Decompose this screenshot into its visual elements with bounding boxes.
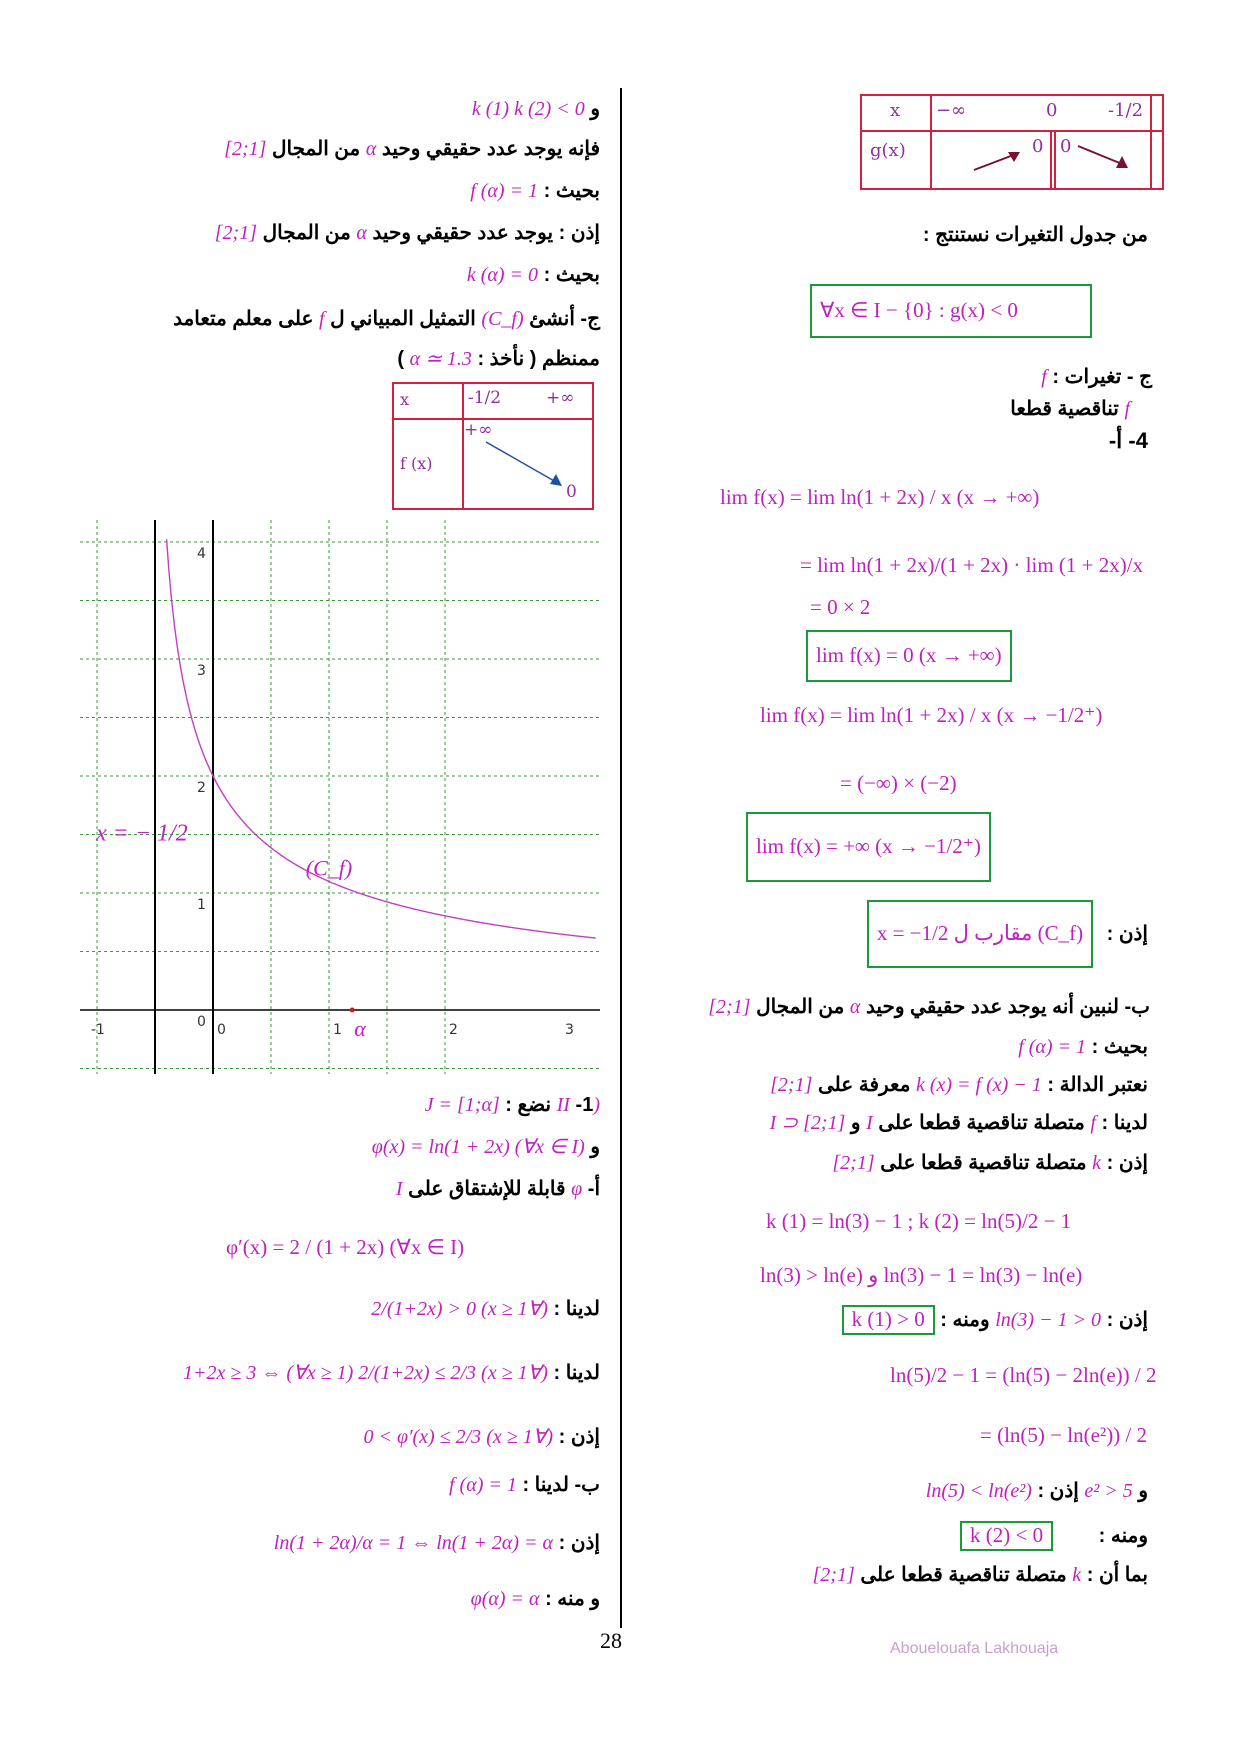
k2-line2: = (ln(5) − ln(e²)) / 2 — [980, 1423, 1148, 1447]
II-label: (II — [556, 1094, 600, 1116]
since-text: متصلة تناقصية قطعا على — [860, 1564, 1067, 1586]
b-interval-word: من المجال — [756, 996, 845, 1018]
table-value-minus-inf: −∞ — [936, 100, 967, 121]
asymptote-line — [867, 900, 1148, 968]
f-variation-table — [392, 382, 594, 510]
left-c-line1 — [173, 306, 600, 332]
q4-label: 4- أ- — [1108, 428, 1148, 453]
k1-and: ومنه : — [940, 1309, 990, 1331]
k2-line1: ln(5)/2 − 1 = (ln(5) − 2ln(e)) / 2 — [890, 1363, 1157, 1387]
x-tick-label: 3 — [565, 1022, 574, 1038]
res: φ(α) = α — [470, 1588, 540, 1610]
table-x-label: x — [890, 100, 901, 121]
then-line — [832, 1150, 1148, 1176]
k-def-int: [1;2] — [770, 1074, 813, 1096]
b-interval: [1;2] — [708, 996, 751, 1018]
since-line — [813, 1562, 1149, 1588]
limit1-line3: = 0 × 2 — [810, 595, 871, 619]
have-word: لدينا : — [1101, 1112, 1148, 1134]
ftable-x-label: x — [400, 390, 410, 409]
left-c-title: ج- أنشئ — [529, 308, 600, 330]
ftable-plus-inf: +∞ — [546, 388, 575, 408]
c-var: f — [1041, 366, 1047, 388]
II-line — [425, 1092, 600, 1118]
x-tick-label: 2 — [449, 1022, 458, 1038]
asymptote-label: x = − 1/2 — [96, 820, 188, 847]
left-l4-int: [1;2] — [214, 222, 257, 244]
column-divider — [620, 88, 622, 1628]
x-tick-label: 1 — [333, 1022, 342, 1038]
left-c-text: التمثيل المبياني ل — [330, 308, 476, 330]
left-line5 — [467, 262, 600, 288]
result-line — [471, 1586, 600, 1612]
left-l1: k (1) k (2) < 0 — [471, 98, 585, 120]
k-def-line — [770, 1072, 1148, 1098]
arrow-down-icon — [484, 440, 564, 490]
x-tick-label: 0 — [217, 1022, 226, 1038]
c-title-line — [1041, 364, 1152, 390]
have1: (∀x ≥ 1) 2/(1+2x) > 0 — [371, 1298, 548, 1320]
page-number: 28 — [600, 1628, 622, 1653]
asymptote-formula: (C_f) مقارب ل x = −1/2 — [876, 921, 1084, 945]
conclusion-intro: من جدول التغيرات نستنتج : — [922, 224, 1148, 246]
left-l3: f (α) = 1 — [470, 180, 539, 202]
phi-prime: φ′(x) = 2 / (1 + 2x) (∀x ∈ I) — [226, 1235, 465, 1259]
have1-word: لدينا : — [553, 1298, 600, 1320]
ln-inequality: ln(3) > ln(e) و ln(3) − 1 = ln(3) − ln(e) — [760, 1263, 1083, 1287]
k2-ineq-line — [926, 1478, 1148, 1504]
limit2-line2: = (−∞) × (−2) — [840, 771, 957, 795]
have2-line — [183, 1360, 600, 1386]
then-int: [1;2] — [832, 1152, 875, 1174]
table-zero-right: 0 — [1060, 136, 1072, 157]
c-title: ج - تغيرات : — [1052, 366, 1152, 388]
left-l3-word: بحيث : — [543, 180, 600, 202]
k2-and: و — [1138, 1480, 1148, 1502]
left-c-close: ) — [397, 348, 405, 370]
left-c-cf: (C_f) — [481, 308, 524, 330]
y-tick-label: 0 — [197, 1014, 206, 1030]
k-def-on: معرفة على — [817, 1074, 911, 1096]
k2-then: إذن : — [1037, 1480, 1079, 1502]
have1-line — [371, 1296, 600, 1322]
author-credit: Abouelouafa Lakhouaja — [890, 1640, 1059, 1657]
then2-word: إذن : — [558, 1532, 600, 1554]
k2-box — [960, 1521, 1053, 1551]
asym-word: إذن : — [1106, 923, 1148, 945]
c-var2: f — [1124, 398, 1130, 420]
conclusion-formula-box — [810, 284, 1092, 338]
limit1-box — [806, 630, 1012, 682]
k2-result-line — [960, 1516, 1148, 1555]
then2: ln(1 + 2α)/α = 1 ⇔ ln(1 + 2α) = α — [273, 1532, 554, 1554]
y-tick-label: 3 — [197, 663, 206, 679]
then-text: متصلة تناقصية قطعا على — [880, 1152, 1087, 1174]
left-l2-text: فإنه يوجد عدد حقيقي وحيد — [381, 138, 600, 160]
function-graph — [80, 518, 602, 1078]
c-text: تناقصية قطعا — [1010, 398, 1119, 420]
have2-word: لدينا : — [553, 1362, 600, 1384]
b-such-line — [1018, 1034, 1148, 1060]
a-title: أ- — [587, 1178, 600, 1200]
k-def: k (x) = f (x) − 1 — [915, 1074, 1042, 1096]
k1-line — [842, 1300, 1148, 1339]
since-word: بما أن : — [1086, 1564, 1148, 1586]
y-tick-label: 4 — [197, 546, 206, 562]
then-k: k — [1092, 1152, 1102, 1174]
k2-res-word: ومنه : — [1098, 1525, 1148, 1547]
a-I: I — [395, 1178, 403, 1200]
limit2-result: lim f(x) = +∞ (x → −1/2⁺) — [756, 834, 981, 858]
g-variation-table — [860, 94, 1164, 190]
left-l2-int-word: من المجال — [272, 138, 361, 160]
left-l4-int-word: من المجال — [262, 222, 351, 244]
b-title-line — [708, 994, 1150, 1020]
b-line — [449, 1472, 600, 1498]
a-line — [396, 1176, 600, 1202]
phi-def: φ(x) = ln(1 + 2x) (∀x ∈ I) — [371, 1136, 585, 1158]
left-l4-alpha: α — [356, 222, 367, 244]
left-l2-int: [1;2] — [224, 138, 267, 160]
alpha-point — [350, 1008, 355, 1013]
since-int: [1;2] — [812, 1564, 855, 1586]
have-and: و — [850, 1112, 861, 1134]
ftable-top: +∞ — [464, 420, 493, 440]
curve-cf — [167, 539, 596, 938]
II-num: -1 — [575, 1094, 594, 1116]
k2-ln: ln(5) < ln(e²) — [925, 1480, 1032, 1502]
arrow-up-icon — [972, 146, 1022, 174]
b-eq: f (α) = 1 — [1018, 1036, 1087, 1058]
left-c-f: f — [319, 308, 325, 330]
II-J: J = [1;α] — [424, 1094, 500, 1116]
ftable-f-label: f (x) — [400, 454, 433, 473]
then-word: إذن : — [1106, 1152, 1148, 1174]
phi-and: و — [590, 1136, 600, 1158]
k2-result: k (2) < 0 — [969, 1523, 1044, 1547]
limit2-box — [746, 812, 991, 882]
have-line — [770, 1110, 1148, 1136]
ftable-minus-half: -1/2 — [468, 388, 502, 408]
have-incl: [1;2] ⊂ I — [769, 1112, 846, 1134]
left-line4 — [215, 220, 600, 246]
left-l5: k (α) = 0 — [466, 264, 539, 286]
k-values: k (1) = ln(3) − 1 ; k (2) = ln(5)/2 − 1 — [766, 1209, 1072, 1233]
k2-ineq: 5 < e² — [1084, 1480, 1133, 1502]
then1: (∀x ≥ 1) 0 < φ′(x) ≤ 2/3 — [363, 1426, 554, 1448]
a-text: قابلة للإشتقاق على — [408, 1178, 566, 1200]
left-l1-and: و — [590, 98, 600, 120]
limit2-line1: lim f(x) = lim ln(1 + 2x) / x (x → −1/2⁺) — [760, 703, 1103, 727]
table-value-minus-half: -1/2 — [1108, 100, 1144, 121]
table-g-label: g(x) — [870, 140, 906, 161]
II-set: نضع : — [505, 1094, 552, 1116]
left-l2-alpha: α — [365, 138, 377, 160]
then2-line — [274, 1530, 600, 1556]
conclusion-formula: ∀x ∈ I − {0} : g(x) < 0 — [820, 298, 1018, 322]
y-tick-label: 2 — [197, 780, 206, 796]
b-such: بحيث : — [1091, 1036, 1148, 1058]
b-title: ب- لنبين أنه يوجد عدد حقيقي وحيد — [865, 996, 1150, 1018]
arrow-down-icon — [1076, 142, 1132, 172]
curve-label: (C_f) — [305, 855, 353, 881]
left-line2 — [224, 136, 600, 162]
k1-box — [842, 1305, 935, 1335]
x-tick-label: -1 — [91, 1022, 105, 1038]
then1-line — [364, 1424, 600, 1450]
left-c-line2 — [397, 346, 600, 372]
left-line1 — [472, 96, 600, 122]
left-c-text2: على معلم متعامد — [173, 308, 314, 330]
table-value-zero: 0 — [1046, 100, 1058, 121]
res-word: و منه : — [545, 1588, 600, 1610]
b-word: ب- لدينا : — [522, 1474, 600, 1496]
c-text-line — [1010, 396, 1130, 422]
limit1-line2: = lim ln(1 + 2x)/(1 + 2x) · lim (1 + 2x)/x — [800, 553, 1144, 577]
left-line3 — [470, 178, 600, 204]
left-c-alpha: α ≃ 1.3 — [409, 348, 472, 370]
phi-def-line — [372, 1134, 600, 1160]
have-text: متصلة تناقصية قطعا على — [878, 1112, 1085, 1134]
k-def-word: نعتبر الدالة : — [1047, 1074, 1148, 1096]
have2: (∀x ≥ 1) 1+2x ≥ 3 ⇔ (∀x ≥ 1) 2/(1+2x) ≤ 2/3 — [183, 1362, 548, 1384]
left-c-text3: ممنظم ( نأخذ : — [477, 348, 600, 370]
have-f: f — [1090, 1112, 1096, 1134]
asymptote-box — [867, 900, 1093, 968]
k1-result: k (1) > 0 — [851, 1307, 925, 1331]
limit1-line1: lim f(x) = lim ln(1 + 2x) / x (x → +∞) — [720, 485, 1040, 509]
left-l4-text: إذن : يوجد عدد حقيقي وحيد — [372, 222, 600, 244]
b-eq: f (α) = 1 — [449, 1474, 517, 1496]
have-I: I — [866, 1112, 873, 1134]
limit1-result: lim f(x) = 0 (x → +∞) — [816, 643, 1002, 667]
a-phi: φ — [571, 1178, 583, 1200]
b-alpha: α — [849, 996, 861, 1018]
y-tick-label: 1 — [197, 897, 206, 913]
left-l5-word: بحيث : — [543, 264, 600, 286]
k1-word: إذن : — [1106, 1309, 1148, 1331]
table-zero-left: 0 — [1032, 136, 1044, 157]
ftable-bottom: 0 — [566, 482, 577, 502]
since-k: k — [1072, 1564, 1082, 1586]
k1-a: ln(3) − 1 > 0 — [995, 1309, 1102, 1331]
alpha-label: α — [354, 1016, 366, 1041]
then1-word: إذن : — [558, 1426, 600, 1448]
